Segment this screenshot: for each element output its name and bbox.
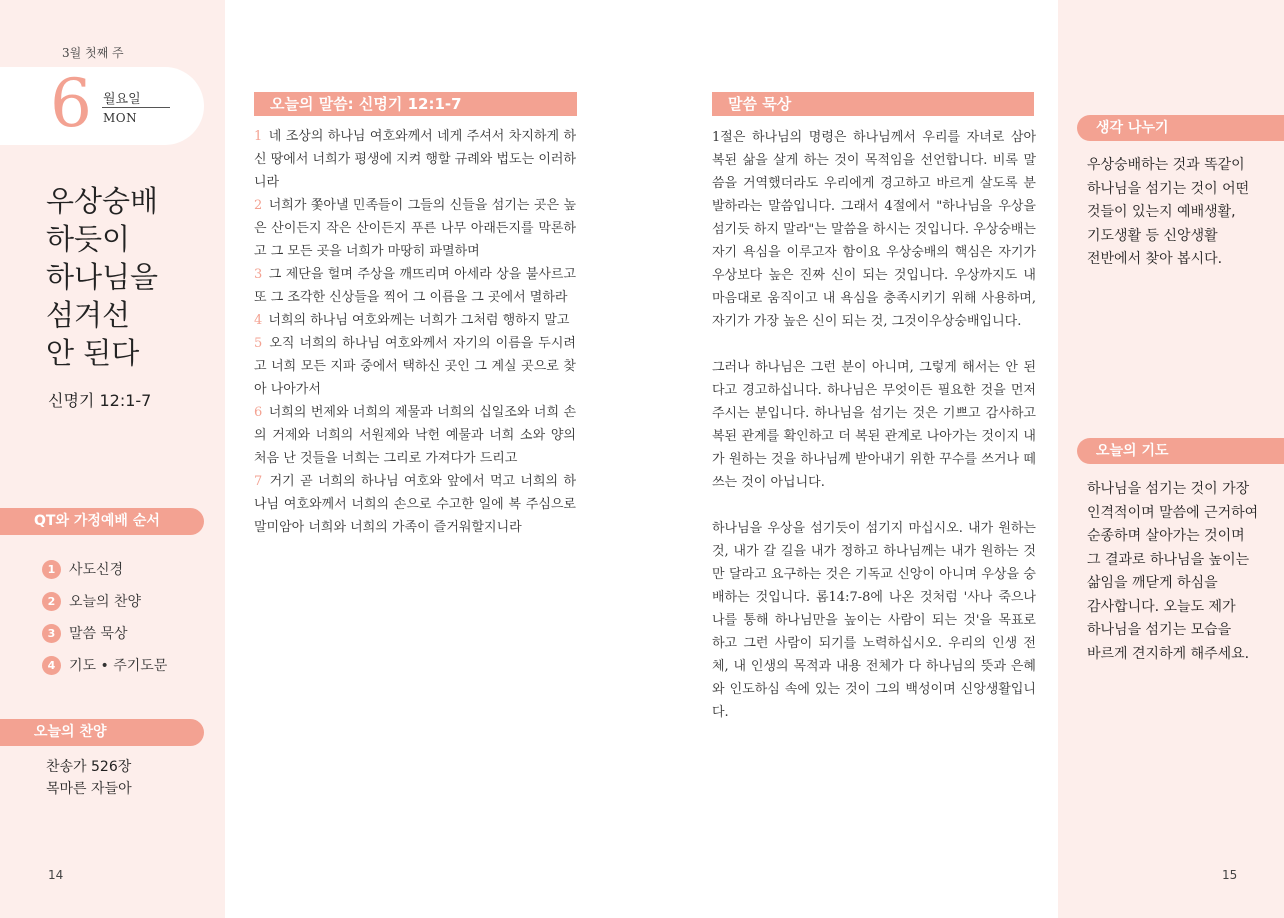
list-item — [42, 649, 167, 681]
title-reference: 신명기 12:1-7 — [48, 391, 152, 410]
verse — [254, 194, 576, 263]
day-number: 6 — [50, 65, 92, 142]
verse-number: 3 — [254, 267, 263, 282]
verse — [254, 263, 576, 309]
verse — [254, 332, 576, 401]
order-number-badge: 4 — [42, 656, 61, 675]
prayer-section-label: 오늘의 기도 — [1077, 438, 1284, 464]
meditation-text — [712, 126, 1036, 747]
share-line: 하나님을 섬기는 것이 어떤 — [1087, 180, 1250, 197]
prayer-line: 바르게 견지하게 해주세요. — [1087, 645, 1250, 662]
share-section-label: 생각 나누기 — [1077, 115, 1284, 141]
title-line: 하나님을 — [46, 260, 159, 294]
prayer-line: 그 결과로 하나님을 높이는 — [1087, 551, 1250, 568]
verse-text: 너희의 하나님 여호와께는 너희가 그처럼 행하지 말고 — [268, 313, 570, 328]
prayer-line: 순종하며 살아가는 것이며 — [1087, 528, 1245, 544]
title-line: 안 된다 — [46, 336, 140, 370]
order-section-label: QT와 가정예배 순서 — [0, 508, 204, 535]
verse-text: 네 조상의 하나님 여호와께서 네게 주셔서 차지하게 하신 땅에서 너희가 평생에 지켜 행할 규례와 법도는 이러하니라 — [254, 129, 576, 190]
verse-text: 그 제단을 헐며 주상을 깨뜨리며 아세라 상을 불사르고 또 그 조각한 신상들을 찍어 그 이름을 그 곳에서 멸하라 — [254, 267, 576, 305]
scripture-header: 오늘의 말씀: 신명기 12:1-7 — [254, 92, 577, 116]
title-line: 섬겨선 — [46, 298, 131, 332]
page-number-right: 15 — [1222, 868, 1238, 882]
verse-number: 6 — [254, 405, 263, 420]
share-line: 우상숭배하는 것과 똑같이 — [1087, 157, 1245, 173]
week-label: 3월 첫째 주 — [62, 46, 124, 60]
verse-number: 5 — [254, 336, 263, 351]
list-item — [42, 585, 167, 617]
weekday-english: MON — [103, 111, 138, 125]
verse — [254, 125, 576, 194]
verse-text: 오직 너희의 하나님 여호와께서 자기의 이름을 두시려고 너희 모든 지파 중에서 택하신 곳인 그 계실 곳으로 찾아 나아가서 — [254, 336, 576, 397]
share-line: 것들이 있는지 예배생활, — [1087, 204, 1236, 220]
date-pill — [0, 67, 204, 145]
verse-number: 1 — [254, 129, 263, 144]
meditation-paragraph: 하나님을 우상을 섬기듯이 섬기지 마십시오. 내가 원하는 것, 내가 갈 길을 내가 정하고 하나님께는 내가 원하는 것만 달라고 요구하는 것은 기독교 신앙이 아니며 우상을 숭배하는 것입니다. 롬14:7-8에 나온 것처럼 '사나 죽으나 나를 통해 하나님만을 높이는 사람이 되는 것'을 목표로 하고 그런 사람이 되기를 노력하십시오. 우리의 인생 전체, 내 인생의 목적과 내용 전체가 다 하나님의 뜻과 은혜와 인도하심 속에 있는 것이 그의 백성이며 신앙생활입니다. — [712, 521, 1036, 720]
order-item-label: 기도 • 주기도문 — [69, 658, 168, 674]
meditation-paragraph: 그러나 하나님은 그런 분이 아니며, 그렇게 해서는 안 된다고 경고하십니다. 하나님은 무엇이든 필요한 것을 먼저 주시는 분입니다. 하나님을 섬기는 것은 기쁘고 감사하고 복된 관계를 확인하고 더 복된 관계로 나아가는 것이지 내가 원하는 것을 하나님께 받아내기 위한 꾸수를 쓰거나 떼쓰는 것이 아닙니다. — [712, 360, 1036, 490]
verse-text: 너희의 번제와 너희의 제물과 너희의 십일조와 너희 손의 거제와 너희의 서원제와 낙헌 예물과 너희 소와 양의 처음 난 것들을 너희는 그리로 가져다가 드리고 — [254, 405, 576, 466]
meditation-paragraph: 1절은 하나님의 명령은 하나님께서 우리를 자녀로 삼아 복된 삶을 살게 하는 것이 목적임을 선언합니다. 비록 말씀을 거역했더라도 우리에게 경고하고 바르게 살도록 분발하라는 말씀입니다. 그래서 4절에서 "하나님을 우상을 섬기듯 하지 말라"는 말씀을 하시는 것입니다. 우상숭배는 자기 욕심을 이루고자 함이요 우상숭배의 핵심은 자기가 우상보다 높은 진짜 신이 되는 것입니다. 우상까지도 내 마음대로 움직이고 내 욕심을 충족시키기 위해 사용하며, 자기가 가장 높은 신이 되는 것, 그것이우상숭배입니다. — [712, 130, 1036, 329]
share-text — [1087, 154, 1277, 272]
weekday-divider — [102, 107, 170, 108]
prayer-line: 인격적이며 말씀에 근거하여 — [1087, 504, 1259, 521]
verse-number: 2 — [254, 198, 263, 213]
verse — [254, 401, 576, 470]
scripture-text — [254, 125, 576, 539]
order-item-label: 사도신경 — [69, 562, 124, 578]
verse — [254, 470, 576, 539]
order-item-label: 말씀 묵상 — [69, 626, 128, 642]
prayer-line: 감사합니다. 오늘도 제가 — [1087, 598, 1236, 615]
title-line: 우상숭배 — [46, 184, 159, 218]
order-list — [42, 553, 167, 681]
verse-text: 거기 곧 너희의 하나님 여호와 앞에서 먹고 너희의 하나님 여호와께서 너희의 손으로 수고한 일에 복 주심으로 말미암아 너희와 너희의 가족이 즐거워할지니라 — [254, 474, 576, 535]
share-line: 전반에서 찾아 봅시다. — [1087, 251, 1223, 267]
hymn-number: 찬송가 526장 — [46, 759, 132, 775]
prayer-line: 하나님을 섬기는 모습을 — [1087, 622, 1232, 638]
list-item — [42, 553, 167, 585]
prayer-text — [1087, 478, 1277, 666]
hymn-section-label: 오늘의 찬양 — [0, 719, 204, 746]
verse-number: 4 — [254, 313, 263, 328]
verse-number: 7 — [254, 474, 263, 489]
verse-text: 너희가 쫓아낼 민족들이 그들의 신들을 섬기는 곳은 높은 산이든지 작은 산이든지 푸른 나무 아래든지를 막론하고 그 모든 곳을 너희가 마땅히 파멸하며 — [254, 198, 576, 259]
list-item — [42, 617, 167, 649]
order-item-label: 오늘의 찬양 — [69, 594, 142, 610]
page-number-left: 14 — [48, 868, 64, 882]
order-number-badge: 1 — [42, 560, 61, 579]
meditation-header: 말씀 묵상 — [712, 92, 1034, 116]
order-number-badge: 2 — [42, 592, 61, 611]
share-line: 기도생활 등 신앙생활 — [1087, 227, 1218, 244]
prayer-line: 하나님을 섬기는 것이 가장 — [1087, 481, 1250, 497]
hymn-info — [46, 756, 132, 800]
weekday-korean: 월요일 — [103, 92, 141, 107]
prayer-line: 삶임을 깨닫게 하심을 — [1087, 575, 1218, 591]
verse — [254, 309, 576, 332]
main-title — [46, 182, 216, 372]
title-line: 하듯이 — [46, 222, 131, 256]
order-number-badge: 3 — [42, 624, 61, 643]
hymn-title: 목마른 자들아 — [46, 781, 132, 797]
